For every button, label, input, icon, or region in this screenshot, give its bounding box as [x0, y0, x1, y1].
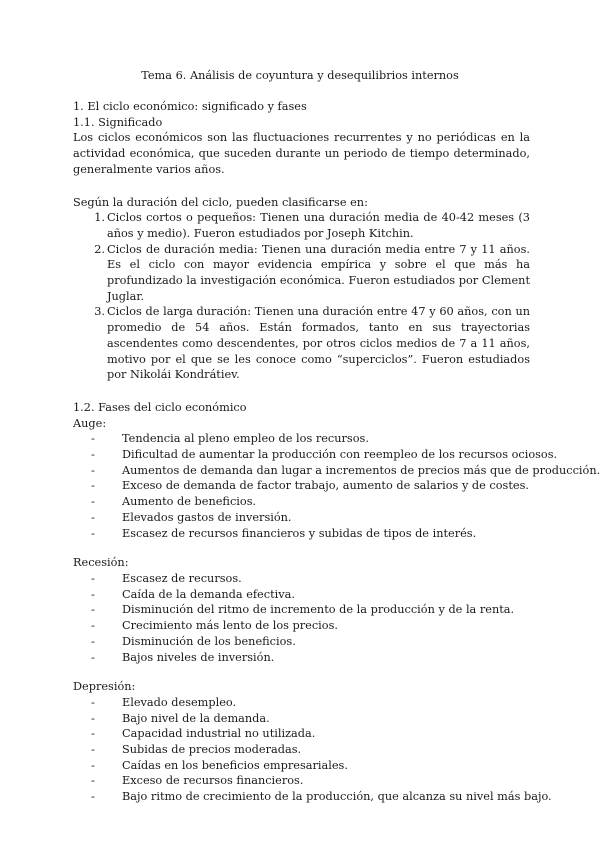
classification-intro: Según la duración del ciclo, pueden clasificarse en:: [73, 195, 368, 209]
list-item: [81, 242, 530, 305]
subsection-heading: 1.1. Significado: [73, 115, 163, 129]
phase-list-depresion: [73, 695, 552, 805]
dash-bullet: -: [91, 711, 95, 725]
dash-bullet: -: [91, 603, 95, 617]
dash-bullet: -: [91, 619, 95, 633]
list-item: [85, 758, 530, 774]
list-item-text: Crecimiento más lento de los precios.: [122, 619, 338, 633]
list-item: [85, 789, 552, 805]
section-heading: 1. El ciclo económico: significado y fases: [73, 100, 307, 113]
list-item: [85, 634, 530, 650]
list-item: [85, 773, 530, 789]
list-item: [85, 494, 530, 510]
phase-heading-auge: Auge:: [73, 416, 107, 430]
list-item-text: Dificultad de aumentar la producción con reempleo de los recursos ociosos.: [122, 448, 558, 462]
dash-bullet: -: [91, 727, 95, 741]
cycle-types-list: [81, 210, 530, 383]
list-number: 1.: [94, 211, 105, 225]
list-item-text: Bajo nivel de la demanda.: [122, 711, 270, 725]
dash-bullet: -: [91, 463, 95, 477]
list-item-text: Tendencia al pleno empleo de los recursos.: [122, 432, 369, 446]
list-item: [85, 618, 530, 634]
phase-heading-depresion: Depresión:: [73, 680, 136, 694]
page-title: Tema 6. Análisis de coyuntura y desequilibrios internos: [141, 69, 459, 82]
list-item-text: Disminución del ritmo de incremento de la producción y de la renta.: [122, 603, 515, 617]
list-item-text: Elevados gastos de inversión.: [122, 510, 292, 524]
list-item: [85, 650, 530, 666]
list-item: [81, 304, 530, 383]
list-item-text: Bajos niveles de inversión.: [122, 650, 275, 664]
list-item-text: Caída de la demanda efectiva.: [122, 587, 295, 601]
dash-bullet: -: [91, 743, 95, 757]
list-item-text: Elevado desempleo.: [122, 695, 237, 709]
list-item-text: Ciclos de larga duración: Tienen una duración entre 47 y 60 años, con un promedio de 54 años. Están formados, tanto en sus trayectorias ascendentes como descendentes, por otros ciclos medios de 7 a 11 años, motivo por el que se les conoce como “superciclos”. Fueron estudiados por Nikolái Kondrátiev.: [107, 305, 530, 382]
list-item-text: Escasez de recursos financieros y subidas de tipos de interés.: [122, 526, 477, 540]
dash-bullet: -: [91, 758, 95, 772]
list-item-text: Aumento de beneficios.: [122, 495, 257, 509]
list-item-text: Ciclos cortos o pequeños: Tienen una duración media de 40-42 meses (3 años y medio). Fueron estudiados por Joseph Kitchin.: [107, 211, 530, 240]
dash-bullet: -: [91, 571, 95, 585]
list-item: [85, 571, 530, 587]
dash-bullet: -: [91, 432, 95, 446]
list-item: [85, 431, 530, 447]
dash-bullet: -: [91, 650, 95, 664]
list-item: [85, 726, 530, 742]
dash-bullet: -: [91, 634, 95, 648]
list-item: [85, 478, 530, 494]
list-item-text: Capacidad industrial no utilizada.: [122, 727, 316, 741]
definition-paragraph: Los ciclos económicos son las fluctuaciones recurrentes y no periódicas en la actividad económica, que suceden durante un periodo de tiempo determinado, generalmente varios años.: [73, 131, 530, 176]
list-item-text: Exceso de recursos financieros.: [122, 774, 304, 788]
list-item: [85, 463, 600, 479]
list-item: [85, 695, 530, 711]
list-item-text: Bajo ritmo de crecimiento de la producción, que alcanza su nivel más bajo.: [122, 790, 552, 804]
dash-bullet: -: [91, 495, 95, 509]
phase-heading-recesion: Recesión:: [73, 556, 129, 570]
list-item-text: Exceso de demanda de factor trabajo, aumento de salarios y de costes.: [122, 479, 529, 493]
list-item: [85, 602, 530, 618]
list-item-text: Caídas en los beneficios empresariales.: [122, 758, 348, 772]
list-item: [85, 587, 530, 603]
list-number: 3.: [94, 305, 105, 319]
list-item: [85, 447, 558, 463]
dash-bullet: -: [91, 695, 95, 709]
list-item-text: Escasez de recursos.: [122, 571, 242, 585]
list-item-text: Ciclos de duración media: Tienen una duración media entre 7 y 11 años. Es el ciclo con mayor evidencia empírica y sobre el que más ha profundizado la investigación económica. Fueron estudiados por Clement Juglar.: [107, 242, 530, 303]
phase-list-auge: [73, 431, 600, 541]
list-item: [81, 210, 530, 241]
dash-bullet: -: [91, 774, 95, 788]
phase-list-recesion: [73, 571, 530, 665]
list-item-text: Aumentos de demanda dan lugar a incrementos de precios más que de producción.: [122, 463, 600, 477]
dash-bullet: -: [91, 479, 95, 493]
list-item: [85, 510, 530, 526]
list-item: [85, 526, 530, 542]
list-item-text: Disminución de los beneficios.: [122, 634, 296, 648]
section-heading: 1.2. Fases del ciclo económico: [73, 400, 247, 414]
list-number: 2.: [94, 242, 105, 256]
document-body: [73, 99, 600, 805]
dash-bullet: -: [91, 587, 95, 601]
list-item: [85, 711, 530, 727]
list-item-text: Subidas de precios moderadas.: [122, 743, 302, 757]
dash-bullet: -: [91, 448, 95, 462]
dash-bullet: -: [91, 526, 95, 540]
dash-bullet: -: [91, 510, 95, 524]
list-item: [85, 742, 530, 758]
dash-bullet: -: [91, 790, 95, 804]
